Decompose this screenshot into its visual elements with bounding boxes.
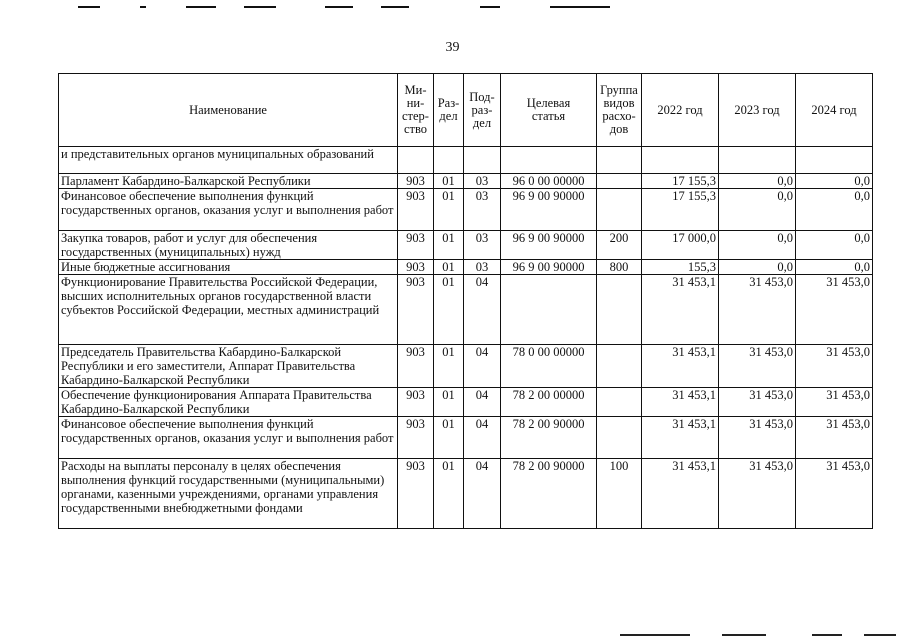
table-row: [59, 388, 873, 417]
cell-section: 01: [434, 189, 464, 231]
cell-group: [597, 189, 642, 231]
cell-name: Обеспечение функционирования Аппарата Правительства Кабардино-Балкарской Республики: [59, 388, 398, 417]
cell-subsection: 03: [464, 231, 501, 260]
cell-section: [434, 147, 464, 174]
cell-y2022: 155,3: [642, 260, 719, 275]
cell-ministry: 903: [398, 189, 434, 231]
header-2024: 2024 год: [796, 74, 873, 147]
cell-name: Финансовое обеспечение выполнения функций государственных органов, оказания услуг и выполнения работ: [59, 417, 398, 459]
cell-target: [501, 275, 597, 345]
cell-group: [597, 275, 642, 345]
cell-name: и представительных органов муниципальных образований: [59, 147, 398, 174]
header-section: [434, 74, 464, 147]
cell-subsection: 04: [464, 388, 501, 417]
cell-y2023: 0,0: [719, 260, 796, 275]
cell-name: Финансовое обеспечение выполнения функций государственных органов, оказания услуг и выполнения работ: [59, 189, 398, 231]
cell-name: Иные бюджетные ассигнования: [59, 260, 398, 275]
cell-ministry: 903: [398, 345, 434, 388]
cell-y2022: 31 453,1: [642, 459, 719, 529]
cell-target: 96 9 00 90000: [501, 260, 597, 275]
table-row: [59, 147, 873, 174]
cell-y2024: 31 453,0: [796, 459, 873, 529]
header-ministry-text: Ми- ни- стер- ство: [402, 83, 429, 136]
header-section-text: Раз- дел: [437, 96, 460, 123]
cell-y2024: 0,0: [796, 260, 873, 275]
cell-subsection: 03: [464, 189, 501, 231]
header-group: [597, 74, 642, 147]
table-row: [59, 417, 873, 459]
header-2022: 2022 год: [642, 74, 719, 147]
cell-section: 01: [434, 345, 464, 388]
cell-subsection: 03: [464, 174, 501, 189]
cell-y2023: 31 453,0: [719, 417, 796, 459]
cell-y2022: 31 453,1: [642, 417, 719, 459]
cell-y2023: [719, 147, 796, 174]
cell-name: Функционирование Правительства Российской Федерации, высших исполнительных органов государственной власти субъектов Российской Федерации, местных администраций: [59, 275, 398, 345]
table-row: [59, 260, 873, 275]
cell-y2023: 31 453,0: [719, 275, 796, 345]
cell-name: Расходы на выплаты персоналу в целях обеспечения выполнения функций государственными (муниципальными) органами, казенными учреждениями, органами управления государственными внебюджетными фондами: [59, 459, 398, 529]
table-row: [59, 275, 873, 345]
cell-target: 78 2 00 00000: [501, 388, 597, 417]
table-header-row: [59, 74, 873, 147]
table-row: [59, 174, 873, 189]
cell-y2024: 0,0: [796, 231, 873, 260]
cell-y2023: 0,0: [719, 189, 796, 231]
cell-y2024: 31 453,0: [796, 345, 873, 388]
cell-section: 01: [434, 231, 464, 260]
header-target: [501, 74, 597, 147]
cell-y2024: 0,0: [796, 189, 873, 231]
cell-y2024: 31 453,0: [796, 388, 873, 417]
header-2023: 2023 год: [719, 74, 796, 147]
cell-group: [597, 417, 642, 459]
cell-y2022: 31 453,1: [642, 388, 719, 417]
cell-y2024: [796, 147, 873, 174]
scan-top-marks: [0, 0, 905, 14]
cell-ministry: 903: [398, 174, 434, 189]
table-row: [59, 459, 873, 529]
cell-group: [597, 174, 642, 189]
cell-target: 96 9 00 90000: [501, 189, 597, 231]
cell-y2022: 17 155,3: [642, 174, 719, 189]
cell-section: 01: [434, 388, 464, 417]
cell-ministry: 903: [398, 275, 434, 345]
cell-target: 78 2 00 90000: [501, 459, 597, 529]
cell-target: 96 9 00 90000: [501, 231, 597, 260]
cell-name: Председатель Правительства Кабардино-Балкарской Республики и его заместители, Аппарат Правительства Кабардино-Балкарской Республики: [59, 345, 398, 388]
cell-group: [597, 388, 642, 417]
header-subsection: [464, 74, 501, 147]
table-row: [59, 345, 873, 388]
cell-group: 100: [597, 459, 642, 529]
cell-y2024: 0,0: [796, 174, 873, 189]
cell-section: 01: [434, 459, 464, 529]
cell-ministry: [398, 147, 434, 174]
cell-y2023: 31 453,0: [719, 388, 796, 417]
header-ministry: [398, 74, 434, 147]
cell-y2023: 0,0: [719, 174, 796, 189]
cell-section: 01: [434, 275, 464, 345]
cell-section: 01: [434, 174, 464, 189]
header-group-text: Группа видов расхо- дов: [600, 83, 638, 136]
cell-subsection: 04: [464, 417, 501, 459]
cell-y2022: [642, 147, 719, 174]
table-row: [59, 231, 873, 260]
cell-target: 78 2 00 90000: [501, 417, 597, 459]
header-subsection-text: Под- раз- дел: [469, 89, 495, 130]
cell-group: 200: [597, 231, 642, 260]
cell-ministry: 903: [398, 260, 434, 275]
cell-section: 01: [434, 260, 464, 275]
cell-subsection: 04: [464, 275, 501, 345]
budget-table: [58, 73, 873, 529]
cell-y2024: 31 453,0: [796, 417, 873, 459]
cell-subsection: [464, 147, 501, 174]
table-body: [59, 147, 873, 529]
cell-y2022: 31 453,1: [642, 275, 719, 345]
cell-group: [597, 147, 642, 174]
header-target-text: Целевая статья: [526, 96, 571, 123]
cell-y2023: 31 453,0: [719, 345, 796, 388]
cell-subsection: 03: [464, 260, 501, 275]
cell-group: [597, 345, 642, 388]
cell-y2023: 31 453,0: [719, 459, 796, 529]
cell-y2022: 31 453,1: [642, 345, 719, 388]
cell-y2022: 17 155,3: [642, 189, 719, 231]
cell-group: 800: [597, 260, 642, 275]
cell-subsection: 04: [464, 345, 501, 388]
cell-target: 78 0 00 00000: [501, 345, 597, 388]
cell-ministry: 903: [398, 231, 434, 260]
cell-target: [501, 147, 597, 174]
cell-subsection: 04: [464, 459, 501, 529]
page-number: 39: [445, 40, 460, 55]
cell-name: Парламент Кабардино-Балкарской Республики: [59, 174, 398, 189]
cell-y2024: 31 453,0: [796, 275, 873, 345]
cell-target: 96 0 00 00000: [501, 174, 597, 189]
cell-section: 01: [434, 417, 464, 459]
cell-ministry: 903: [398, 417, 434, 459]
header-name: Наименование: [59, 74, 398, 147]
cell-y2022: 17 000,0: [642, 231, 719, 260]
cell-name: Закупка товаров, работ и услуг для обеспечения государственных (муниципальных) нужд: [59, 231, 398, 260]
table-row: [59, 189, 873, 231]
cell-ministry: 903: [398, 459, 434, 529]
cell-ministry: 903: [398, 388, 434, 417]
cell-y2023: 0,0: [719, 231, 796, 260]
